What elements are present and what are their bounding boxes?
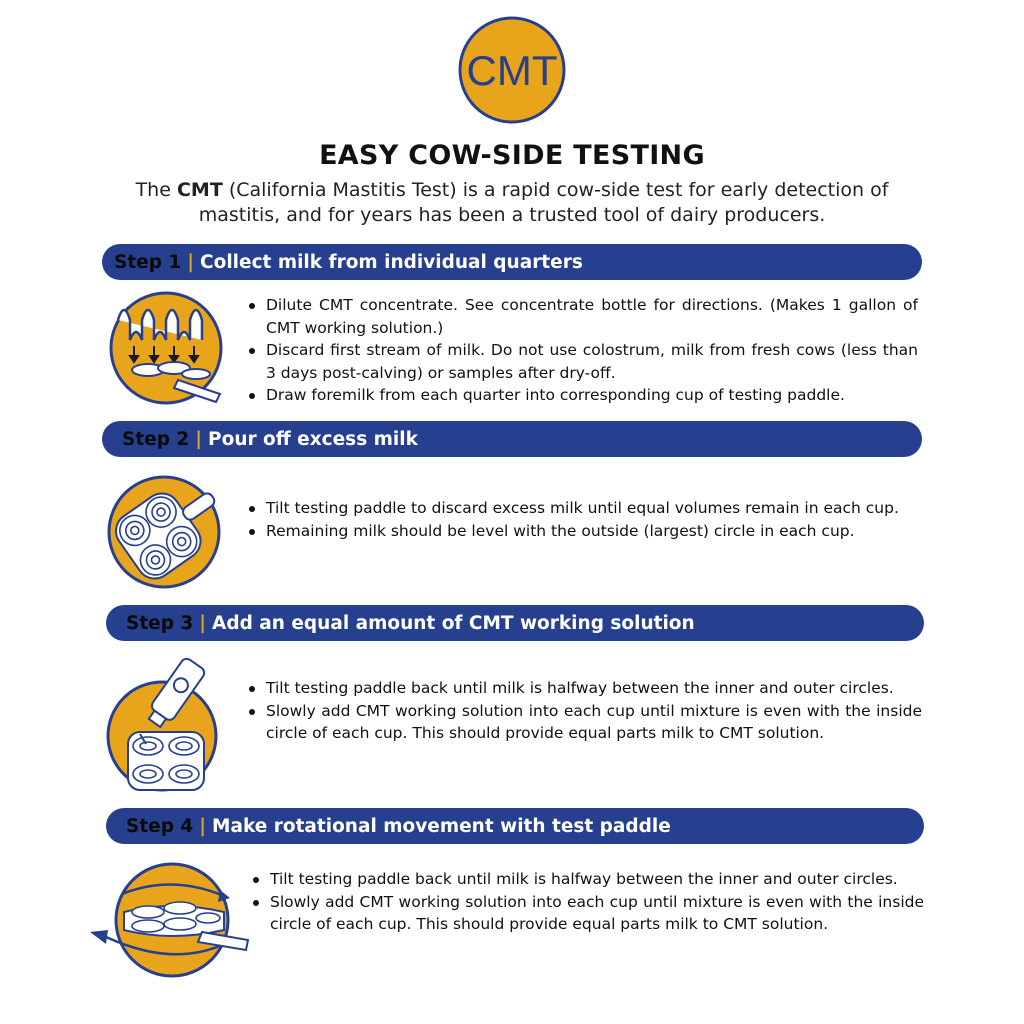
step-1-number: Step 1	[114, 251, 182, 273]
step-1-bullets	[246, 294, 918, 407]
step-2-title: Pour off excess milk	[208, 428, 418, 450]
step-4-header: Step 4 | Make rotational movement with test paddle	[106, 808, 924, 844]
step-3-number: Step 3	[126, 612, 194, 634]
intro-text: The CMT (California Mastitis Test) is a rapid cow-side test for early detection of mastitis, and for years has been a trusted tool of dairy producers.	[135, 179, 889, 226]
step-2-header: Step 2 | Pour off excess milk	[102, 421, 922, 457]
milking-udder-paddle-icon	[108, 290, 224, 406]
step-3-title: Add an equal amount of CMT working solution	[212, 612, 695, 634]
list-item: Tilt testing paddle back until milk is halfway between the inner and outer circles.	[250, 868, 924, 891]
tilted-paddle-icon	[106, 474, 222, 590]
list-item: Dilute CMT concentrate. See concentrate bottle for directions. (Makes 1 gallon of CMT working solution.)	[246, 294, 918, 339]
list-item: Remaining milk should be level with the outside (largest) circle in each cup.	[246, 520, 922, 543]
step-1-title: Collect milk from individual quarters	[200, 251, 583, 273]
step-2-bullets	[246, 497, 922, 542]
list-item: Slowly add CMT working solution into each cup until mixture is even with the inside circle of each cup. This should provide equal parts milk to CMT solution.	[250, 891, 924, 936]
page-title: EASY COW-SIDE TESTING	[319, 140, 705, 171]
rotating-paddle-icon	[84, 860, 254, 980]
list-item: Tilt testing paddle to discard excess milk until equal volumes remain in each cup.	[246, 497, 922, 520]
step-4-bullets	[250, 868, 924, 936]
step-4-number: Step 4	[126, 815, 194, 837]
list-item: Slowly add CMT working solution into each cup until mixture is even with the inside circle of each cup. This should provide equal parts milk to CMT solution.	[246, 700, 922, 745]
step-4-title: Make rotational movement with test paddle	[212, 815, 671, 837]
step-2-number: Step 2	[122, 428, 190, 450]
step-1-header: Step 1 | Collect milk from individual quarters	[102, 244, 922, 280]
step-3-bullets	[246, 677, 922, 745]
cmt-logo	[458, 16, 566, 124]
solution-bottle-paddle-icon	[106, 654, 224, 794]
step-3-header: Step 3 | Add an equal amount of CMT working solution	[106, 605, 924, 641]
list-item: Tilt testing paddle back until milk is halfway between the inner and outer circles.	[246, 677, 922, 700]
intro-bold-cmt: CMT	[176, 179, 223, 201]
logo-text: CMT	[466, 47, 558, 94]
list-item: Discard first stream of milk. Do not use colostrum, milk from fresh cows (less than 3 days post-calving) or samples after dry-off.	[246, 339, 918, 384]
list-item: Draw foremilk from each quarter into corresponding cup of testing paddle.	[246, 384, 918, 407]
